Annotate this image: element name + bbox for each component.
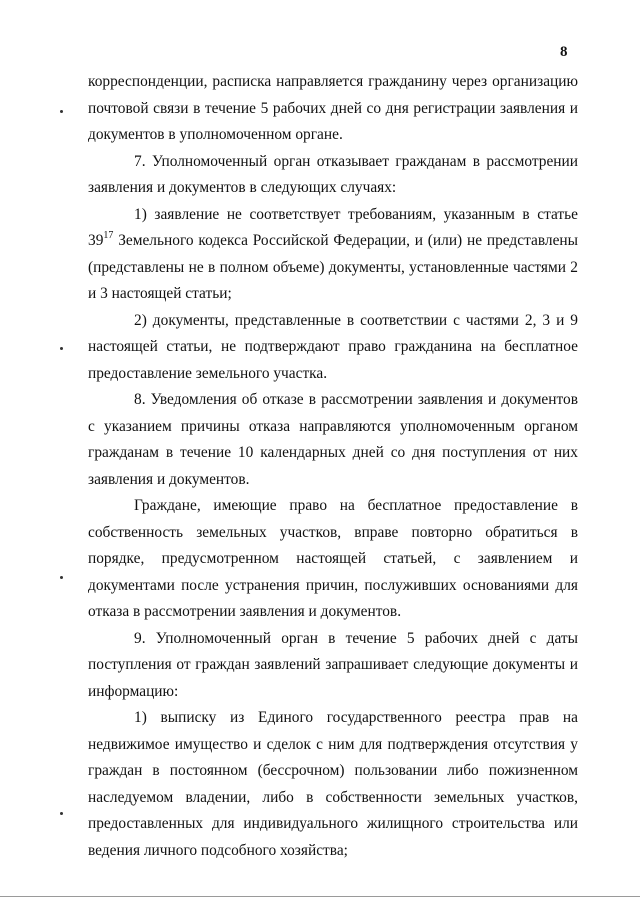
scan-artifact-dot bbox=[60, 110, 63, 113]
paragraph-clause-7: 7. Уполномоченный орган отказывает гражданам в рассмотрении заявления и документов в следующих случаях: bbox=[88, 152, 578, 196]
clause-7-item-1-text-end: Земельного кодекса Российской Федерации, и (или) не представлены (представлены не в полном объеме) документы, установленные частями 2 и 3 настоящей статьи; bbox=[88, 232, 578, 302]
paragraph-clause-9-item-1: 1) выписку из Единого государственного реестра прав на недвижимое имущество и сделок с ним для подтверждения отсутствия у граждан в постоянном (бессрочном) пользовании либо пожизненном наследуемом владении, либо в собственности земельных участков, предоставленных для индивидуального жилищного строительства или ведения личного подсобного хозяйства; bbox=[88, 709, 578, 859]
scan-artifact-dot bbox=[60, 812, 63, 815]
footer-divider bbox=[0, 896, 640, 897]
paragraph-clause-8-citizens: Граждане, имеющие право на бесплатное предоставление в собственность земельных участков, вправе повторно обратиться в порядке, предусмотренном настоящей статьей, с заявлением и документами после устранения причин, послуживших основаниями для отказа в рассмотрении заявления и документов. bbox=[88, 497, 578, 620]
paragraph-clause-9: 9. Уполномоченный орган в течение 5 рабочих дней с даты поступления от граждан заявлений запрашивает следующие документы и информацию: bbox=[88, 629, 578, 700]
scan-artifact-dot bbox=[60, 576, 63, 579]
paragraph-clause-8: 8. Уведомления об отказе в рассмотрении заявления и документов с указанием причины отказа направляются уполномоченным органом гражданам в течение 10 календарных дней со дня поступления от них заявления и документов. bbox=[88, 391, 578, 488]
scan-artifact-dot bbox=[60, 347, 63, 350]
paragraph-clause-7-item-2: 2) документы, представленные в соответствии с частями 2, 3 и 9 настоящей статьи, не подтверждают право гражданина на бесплатное предоставление земельного участка. bbox=[88, 311, 578, 382]
page-number: 8 bbox=[560, 44, 568, 60]
paragraph-continuation: корреспонденции, расписка направляется гражданину через организацию почтовой связи в течение 5 рабочих дней со дня регистрации заявления и документов в уполномоченном органе. bbox=[88, 73, 578, 143]
paragraph-clause-7-item-1 bbox=[88, 202, 578, 308]
article-superscript: 17 bbox=[103, 230, 114, 241]
document-body bbox=[88, 69, 578, 864]
clause-7-item-1-text-start: 1) заявление не соответствует требованиям, указанным в статье 39 bbox=[88, 205, 578, 249]
